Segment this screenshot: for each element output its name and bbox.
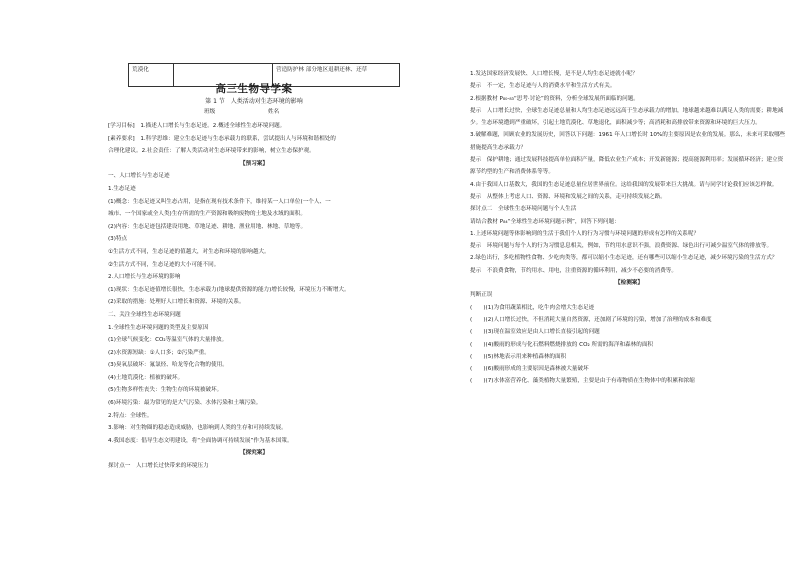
text-line: 4.我国态度：倡导生态文明建设，将“全面协调可持续发展”作为基本国策。 <box>108 437 293 444</box>
quiz-item: ( )(5)林地表示用来种植森林的面积 <box>470 353 567 360</box>
right-column <box>470 68 788 388</box>
text-line: [学习目标] 1.描述人口增长与生态足迹。2.概述全球性生态环境问题。 <box>108 123 286 129</box>
class-label: 班级 <box>204 109 216 115</box>
text-line: 2.根据教材 P₈₀-₈₃“思考·讨论”的资料，分析全球发展所面临的问题。 <box>470 95 639 102</box>
top-table-cell-1: 荒漠化 <box>129 64 174 87</box>
quiz-item: ( )(4)酸雨的形成与化石燃料燃烧排放的 CO₂ 所需的海洋和森林的面积 <box>470 341 654 348</box>
text-line: 提示 环境问题与每个人的行为习惯息息相关，例如，节约用水意识不强，浪费资源、绿色出行可减少温室气体的排放等。 <box>470 243 773 250</box>
text-line: (2)采取的措施：处理好人口增长和资源、环境的关系。 <box>108 299 245 306</box>
text-line: (4)土地荒漠化：植被的破坏。 <box>108 374 184 381</box>
name-label: 姓名 <box>268 109 280 115</box>
text-line: (1)全球气候变化：CO₂等温室气体的大量排放。 <box>108 337 228 344</box>
text-line: (1)概念：生态足迹又叫生态占用，是指在现有技术条件下，维持某一人口单位(一个人、一 <box>108 198 331 205</box>
text-line: ①生活方式不同，生态足迹的值越大，对生态和环境的影响越大。 <box>108 248 270 255</box>
text-line: (3)特点 <box>108 236 128 243</box>
text-line: 提示 人口增长过快，全球生态足迹总量和人均生态足迹远远高于生态承载力的增加，地球越来越难以满足人类的需要；耕地减少。生态环境遭到严重破坏，引起土地荒漠化、草地退化，面积减少等；高消耗和高排放带来资源和环境的巨大压力。 <box>470 107 784 127</box>
quiz-item: ( )(3)现在温室效应是由人口增长直接引起的问题 <box>470 329 600 336</box>
quiz-item: ( )(2)人口增长过快，不但消耗大量自然资源，还加剧了环境的污染，增加了治理的成本和难度 <box>470 316 712 323</box>
text-line: 1.上述环境问题等体影响到的生活于我们个人的行为习惯与环境问题的形成有怎样的关系呢？ <box>470 230 700 237</box>
text-line: (2)水资源短缺：①人口多；②污染严重。 <box>108 349 210 356</box>
text-line: (5)生物多样性丧失：生物生存的环境被破坏。 <box>108 387 223 394</box>
text-line: 4.由于我国人口基数大，我国的生态足迹总量位居世界前位。这给我国的发展带来巨大挑战。请与同学讨论我们应该怎样做。 <box>470 181 778 188</box>
text-line: 3.破解难题，回顾农业的发展历史，回答以下问题：1961 年人口增长时 10%的主要原因是农业的发展。那么，未来可采取哪些措施提高生态承载力？ <box>470 132 786 151</box>
text-line: 1.发达国家经济发展快、人口增长慢，是不是人均生态足迹就小呢？ <box>470 71 638 77</box>
left-column <box>108 120 400 473</box>
text-line: [素养要求] 1.科学思维：建立生态足迹与生态承载力的联系，尝试提出人与环境和谐相处的 <box>108 135 336 142</box>
text-line: 提示 保护耕地；通过发展科技提高单位面积产量，降低农业生产成本；开发新能源；提高能源利用率；发展循环经济；建立资源节约型的生产和消费体系等等。 <box>470 157 784 176</box>
text-line: (1)现状：生态足迹值增长很快，生态承载力(地球提供资源的能力)增长较慢，环境压力不断增大。 <box>108 286 350 293</box>
text-line: 2.人口增长与生态环境的影响 <box>108 274 181 281</box>
quiz-item: ( )(7)水体富营养化、藻类植物大量繁殖，主要是由于有毒物质在生物体中的积累和浓缩 <box>470 378 695 385</box>
text-line: 探讨点二 全球性生态环境问题与个人生活 <box>470 206 577 213</box>
text-line: 2.绿色出行，多吃植物性食物、少吃肉类等，都可以缩小生态足迹，还有哪些可以缩小生态足迹，减少环境污染的生活方式？ <box>470 255 778 262</box>
text-line: 提示 不一定，生态足迹与人的消费水平和生活方式有关。 <box>470 83 616 90</box>
text-line: 判断正误 <box>470 292 493 299</box>
page-title: 高三生物导学案 <box>215 83 293 95</box>
text-line: 2.特点：全球性。 <box>108 412 153 419</box>
text-line: 1.全球性生态环境问题的类型及主要原因 <box>108 324 209 331</box>
text-line: 一、人口增长与生态足迹 <box>108 173 170 180</box>
section-heading: 【探究案】 <box>240 450 268 457</box>
text-line: (2)内容：生态足迹包括建设用地、草地足迹、耕地、渔业用地、林地、草地等。 <box>108 223 307 230</box>
section-heading: 【预习案】 <box>240 160 268 167</box>
text-line: 二、关注全球性生态环境问题 <box>108 311 181 318</box>
text-line: ②生活方式不同，生态足迹的大小可能不同。 <box>108 261 220 268</box>
top-table-cell-3: 营造防护林 部分地区退耕还林、还草 <box>273 64 400 87</box>
text-line: (3)臭氧层破坏：氟氯烃、哈龙等化合物的使用。 <box>108 362 228 369</box>
text-line: 探讨点一 人口增长过快带来的环境压力 <box>108 463 209 470</box>
text-line: 合理化建议。2.社会责任：了解人类活动对生态环境带来的影响，树立生态保护观。 <box>108 148 315 155</box>
quiz-item: ( )(1)为食用蔬菜相比，吃牛肉会增大生态足迹 <box>470 304 595 311</box>
text-line: 3.影响：对生物圈的稳态造成威胁，也影响到人类的生存和可持续发展。 <box>108 425 287 432</box>
text-line: (6)环境污染：最为常见的是大气污染、水体污染和土壤污染。 <box>108 400 262 407</box>
section-heading: 【检测案】 <box>615 280 643 287</box>
quiz-item: ( )(6)酸雨形成的主要原因是森林被大量破坏 <box>470 366 589 373</box>
text-line: 请结合教材 P₈₄“全球性生态环境问题示例”，回答下列问题： <box>470 218 620 225</box>
text-line: 提示 从整体上考虑人口、资源、环境和发展之间的关系，走可持续发展之路。 <box>470 193 666 200</box>
text-line: 提示 不浪费食物，节约用水、用电，注重资源的循环利用，减少不必要的消费等。 <box>470 267 677 274</box>
section-subtitle: 第 1 节 人类活动对生态环境的影响 <box>205 98 303 105</box>
text-line: 城市、一个国家或全人类)生存所需的生产资源和吸纳废物的土地及水域的面积。 <box>108 211 306 218</box>
text-line: 1.生态足迹 <box>108 185 136 192</box>
